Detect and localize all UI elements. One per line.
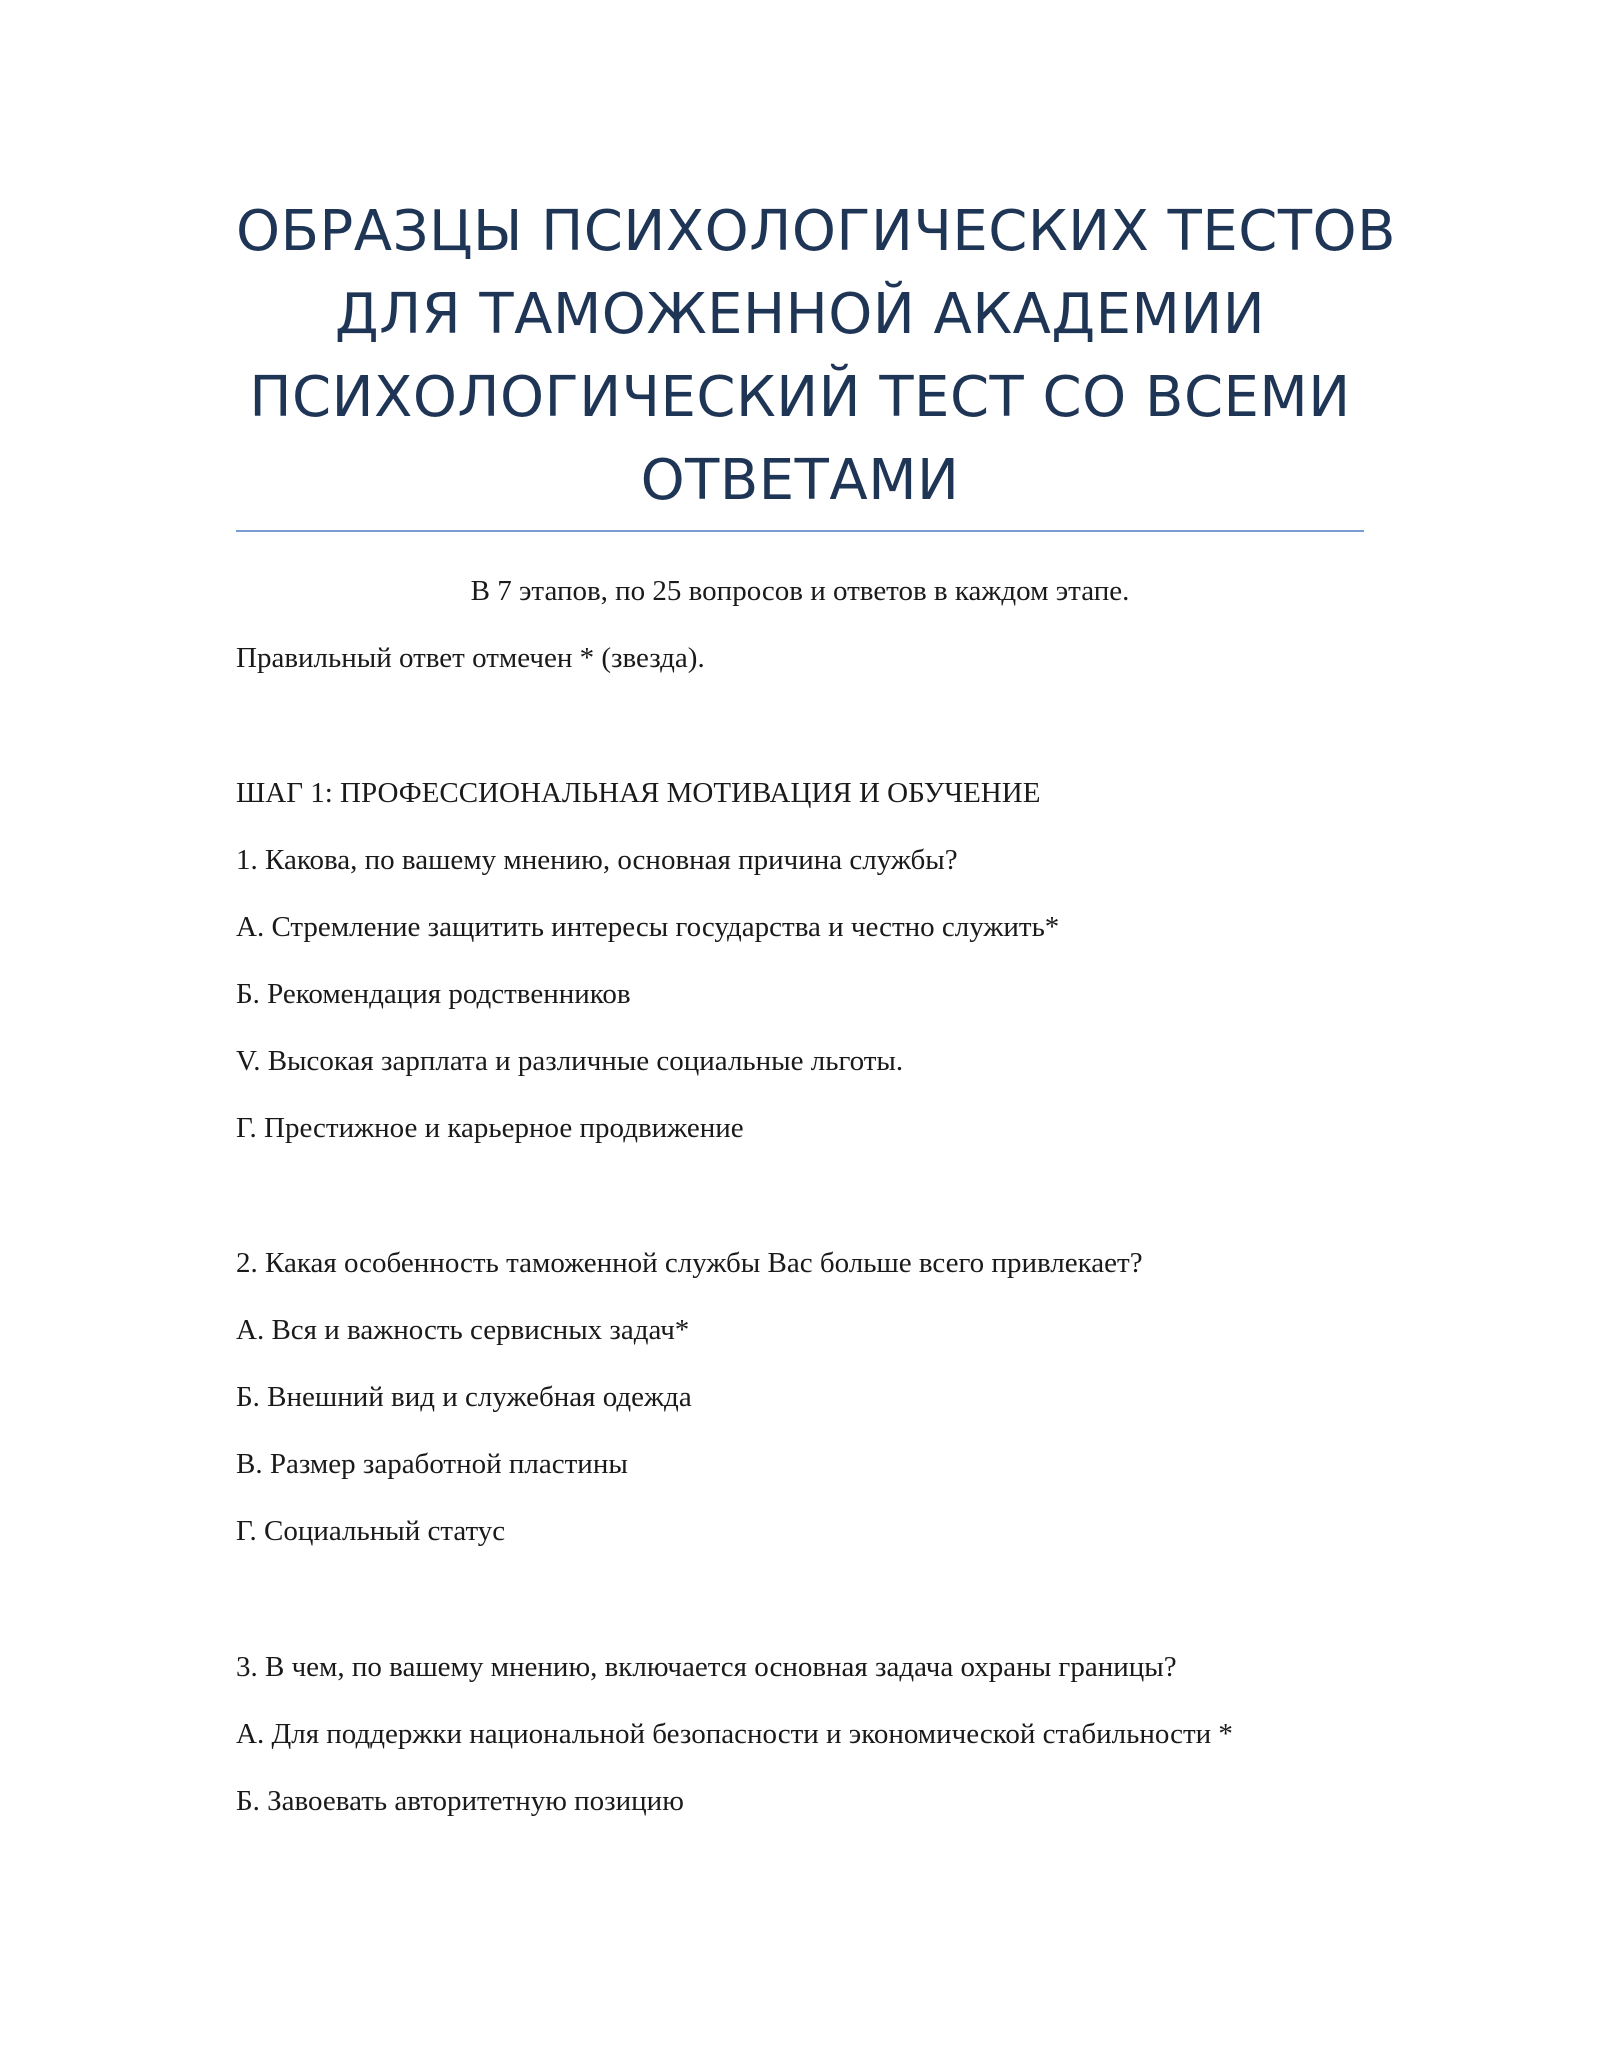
answer-option: В. Размер заработной пластины xyxy=(236,1448,628,1480)
answer-option: V. Высокая зарплата и различные социальные льготы. xyxy=(236,1045,904,1077)
answer-option: А. Стремление защитить интересы государства и честно служить* xyxy=(236,911,1060,943)
answer-option: Г. Социальный статус xyxy=(236,1515,506,1547)
legend-note: Правильный ответ отмечен * (звезда). xyxy=(236,642,705,674)
step-heading: ШАГ 1: ПРОФЕССИОНАЛЬНАЯ МОТИВАЦИЯ И ОБУЧЕНИЕ xyxy=(236,777,1041,809)
title-divider xyxy=(236,530,1364,532)
document-title xyxy=(236,190,1397,522)
question-2: 2. Какая особенность таможенной службы Вас больше всего привлекает? xyxy=(236,1247,1143,1279)
title-line: ОТВЕТАМИ xyxy=(640,448,960,513)
title-line: ОБРАЗЦЫ ПСИХОЛОГИЧЕСКИХ ТЕСТОВ xyxy=(236,199,1397,264)
question-3: 3. В чем, по вашему мнению, включается основная задача охраны границы? xyxy=(236,1651,1177,1683)
answer-option: Б. Рекомендация родственников xyxy=(236,978,631,1010)
title-line: ДЛЯ ТАМОЖЕННОЙ АКАДЕМИИ xyxy=(334,282,1266,347)
title-line: ПСИХОЛОГИЧЕСКИЙ ТЕСТ СО ВСЕМИ xyxy=(249,365,1351,430)
answer-option: А. Для поддержки национальной безопасности и экономической стабильности * xyxy=(236,1718,1233,1750)
answer-option: А. Вся и важность сервисных задач* xyxy=(236,1314,690,1346)
answer-option: Б. Завоевать авторитетную позицию xyxy=(236,1785,684,1817)
question-1: 1. Какова, по вашему мнению, основная причина службы? xyxy=(236,844,958,876)
answer-option: Б. Внешний вид и служебная одежда xyxy=(236,1381,692,1413)
intro-text: В 7 этапов, по 25 вопросов и ответов в каждом этапе. xyxy=(470,575,1130,607)
answer-option: Г. Престижное и карьерное продвижение xyxy=(236,1112,744,1144)
